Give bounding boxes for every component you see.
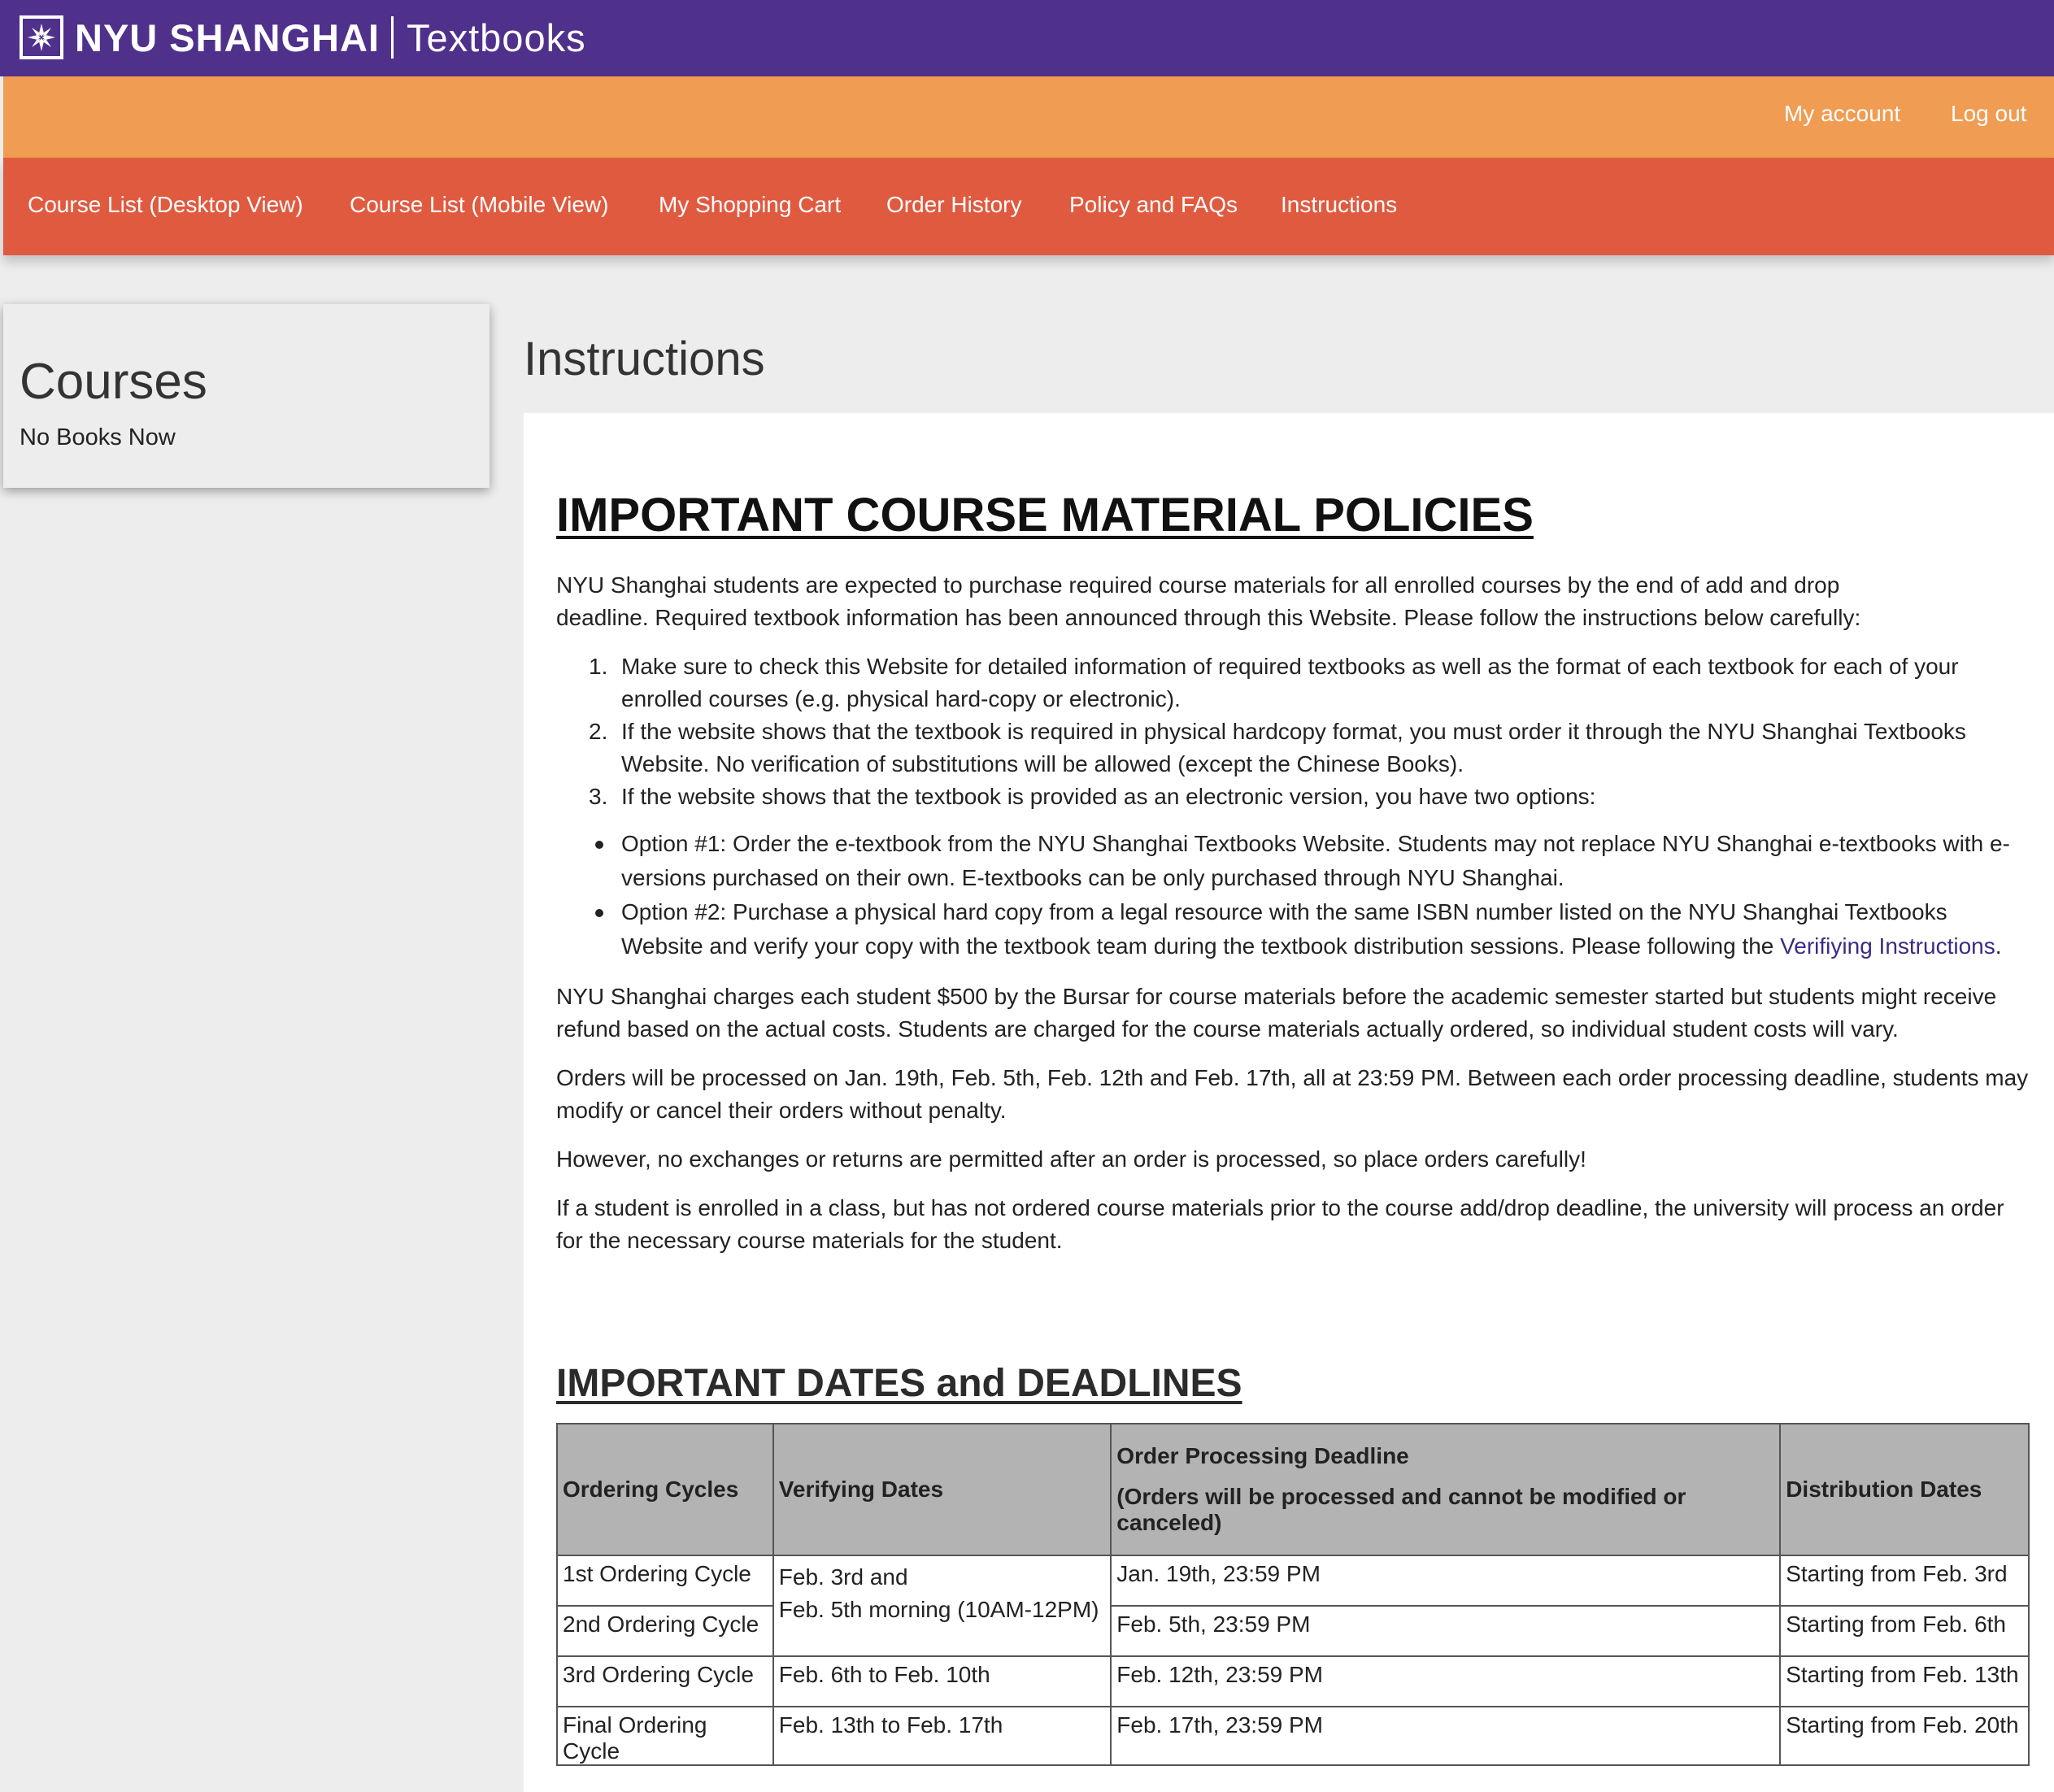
courses-sidebar [3,304,490,488]
step-line-2: Website. No verification of substitutions will be allowed (except the Chinese Books). [621,751,1464,776]
charges-line-2: refund based on the actual costs. Students are charged for the course materials actually ordered, so individual student costs will vary. [556,1016,1899,1042]
exchanges-paragraph [556,1143,1586,1176]
intro-line-1: NYU Shanghai students are expected to purchase required course materials for all enrolled courses by the end of add and drop [556,572,1840,598]
verifying-instructions-link[interactable]: Verifiying Instructions [1780,933,1995,959]
header-ordering-cycles: Ordering Cycles [557,1424,773,1555]
nav-order-history[interactable]: Order History [886,192,1022,217]
cell-distribution: Starting from Feb. 20th [1780,1707,2029,1765]
step-line-2: enrolled courses (e.g. physical hard-copy or electronic). [621,686,1181,711]
option-line-1: Option #2: Purchase a physical hard copy from a legal resource with the same ISBN number listed on the NYU Shanghai Textbooks [621,899,1947,924]
enrolled-paragraph [556,1192,2004,1257]
brand-divider [391,16,394,59]
cell-verifying [773,1555,1112,1656]
exchanges-line: However, no exchanges or returns are permitted after an order is processed, so place orders carefully! [556,1146,1586,1172]
policies-intro [556,569,1860,634]
brand-name: NYU SHANGHAI [75,15,380,59]
processing-title: Order Processing Deadline [1116,1443,1409,1468]
cell-cycle: 1st Ordering Cycle [557,1555,773,1606]
option-text: Website and verify your copy with the textbook team during the textbook distribution sessions. Please following the [621,933,1781,959]
charges-line-1: NYU Shanghai charges each student $500 by the Bursar for course materials before the academic semester started but students might receive [556,984,1997,1009]
nav-course-list-desktop[interactable]: Course List (Desktop View) [28,192,303,217]
step-item [556,715,1966,781]
cell-cycle: Final Ordering Cycle [557,1707,773,1765]
brand-logo-link[interactable] [20,13,586,62]
cell-deadline: Feb. 5th, 23:59 PM [1111,1606,1780,1656]
brand-bar [0,0,2054,76]
my-account-link[interactable]: My account [1784,101,1901,126]
enrolled-line-2: for the necessary course materials for the student. [556,1228,1063,1253]
enrolled-line-1: If a student is enrolled in a class, but has not ordered course materials prior to the course add/drop deadline, the university will process an order [556,1195,2004,1220]
option-text-end: . [1995,933,2002,959]
option-line-1: Option #1: Order the e-textbook from the NYU Shanghai Textbooks Website. Students may not replace NYU Shanghai e-textbooks with e- [621,831,2010,856]
cell-deadline: Feb. 12th, 23:59 PM [1111,1656,1780,1707]
main-nav [3,158,2054,255]
step-item [556,781,1966,813]
step-item [556,650,1966,715]
verifying-line-2: Feb. 5th morning (10AM-12PM) [778,1597,1099,1622]
verifying-line-1: Feb. 3rd and [778,1564,908,1590]
steps-list [556,650,1966,813]
orders-line-2: modify or cancel their orders without penalty. [556,1098,1007,1123]
cell-distribution: Starting from Feb. 6th [1780,1606,2029,1656]
nav-course-list-mobile[interactable]: Course List (Mobile View) [350,192,609,217]
header-verifying-dates: Verifying Dates [773,1424,1112,1555]
step-number: 3. [589,784,608,809]
cell-cycle: 3rd Ordering Cycle [557,1656,773,1707]
account-bar [3,76,2054,158]
header-processing-deadline [1111,1424,1780,1555]
step-number: 1. [589,654,608,679]
step-number: 2. [589,719,608,744]
table-header-row [557,1424,2029,1555]
orders-paragraph [556,1062,2028,1127]
processing-note: (Orders will be processed and cannot be modified or canceled) [1116,1484,1686,1535]
bullet-icon [595,909,603,917]
dates-heading: IMPORTANT DATES and DEADLINES [556,1362,1242,1405]
option-line-2 [621,930,2010,963]
instructions-content [524,413,2054,1792]
brand-subtitle: Textbooks [406,15,586,59]
step-line-1: Make sure to check this Website for detailed information of required textbooks as well as the format of each textbook for each of your [621,654,1959,679]
policies-heading: IMPORTANT COURSE MATERIAL POLICIES [556,489,1534,542]
charges-paragraph [556,981,1996,1046]
table-row [557,1656,2029,1707]
step-line-1: If the website shows that the textbook is required in physical hardcopy format, you must order it through the NYU Shanghai Textbooks [621,719,1966,744]
cell-verifying: Feb. 13th to Feb. 17th [773,1707,1112,1765]
cell-distribution: Starting from Feb. 13th [1780,1656,2029,1707]
orders-line-1: Orders will be processed on Jan. 19th, Feb. 5th, Feb. 12th and Feb. 17th, all at 23:59 PM. Between each order processing deadline, students may [556,1065,2029,1090]
step-line-1: If the website shows that the textbook is provided as an electronic version, you have two options: [621,784,1596,809]
cell-distribution: Starting from Feb. 3rd [1780,1555,2029,1606]
sidebar-title: Courses [20,354,207,410]
header-distribution-dates: Distribution Dates [1780,1424,2029,1555]
sidebar-empty-text: No Books Now [20,424,176,450]
option-item [556,896,2010,963]
nav-shopping-cart[interactable]: My Shopping Cart [659,192,842,217]
cell-deadline: Feb. 17th, 23:59 PM [1111,1707,1780,1765]
intro-line-2: deadline. Required textbook information has been announced through this Website. Please follow the instructions below carefully: [556,605,1861,630]
cell-verifying: Feb. 6th to Feb. 10th [773,1656,1112,1707]
cell-cycle: 2nd Ordering Cycle [557,1606,773,1656]
table-row [557,1555,2029,1606]
nav-policy-faqs[interactable]: Policy and FAQs [1069,192,1238,217]
bullet-icon [595,841,603,849]
log-out-link[interactable]: Log out [1951,101,2027,126]
cell-deadline: Jan. 19th, 23:59 PM [1111,1555,1780,1606]
nav-instructions[interactable]: Instructions [1281,192,1398,217]
dates-table [556,1423,2030,1766]
options-list [556,828,2010,963]
nyu-torch-logo-icon [20,15,63,59]
option-line-2: versions purchased on their own. E-textbooks can be only purchased through NYU Shanghai. [621,865,1564,890]
option-item [556,828,2010,894]
page-title: Instructions [524,333,765,385]
table-row [557,1707,2029,1765]
